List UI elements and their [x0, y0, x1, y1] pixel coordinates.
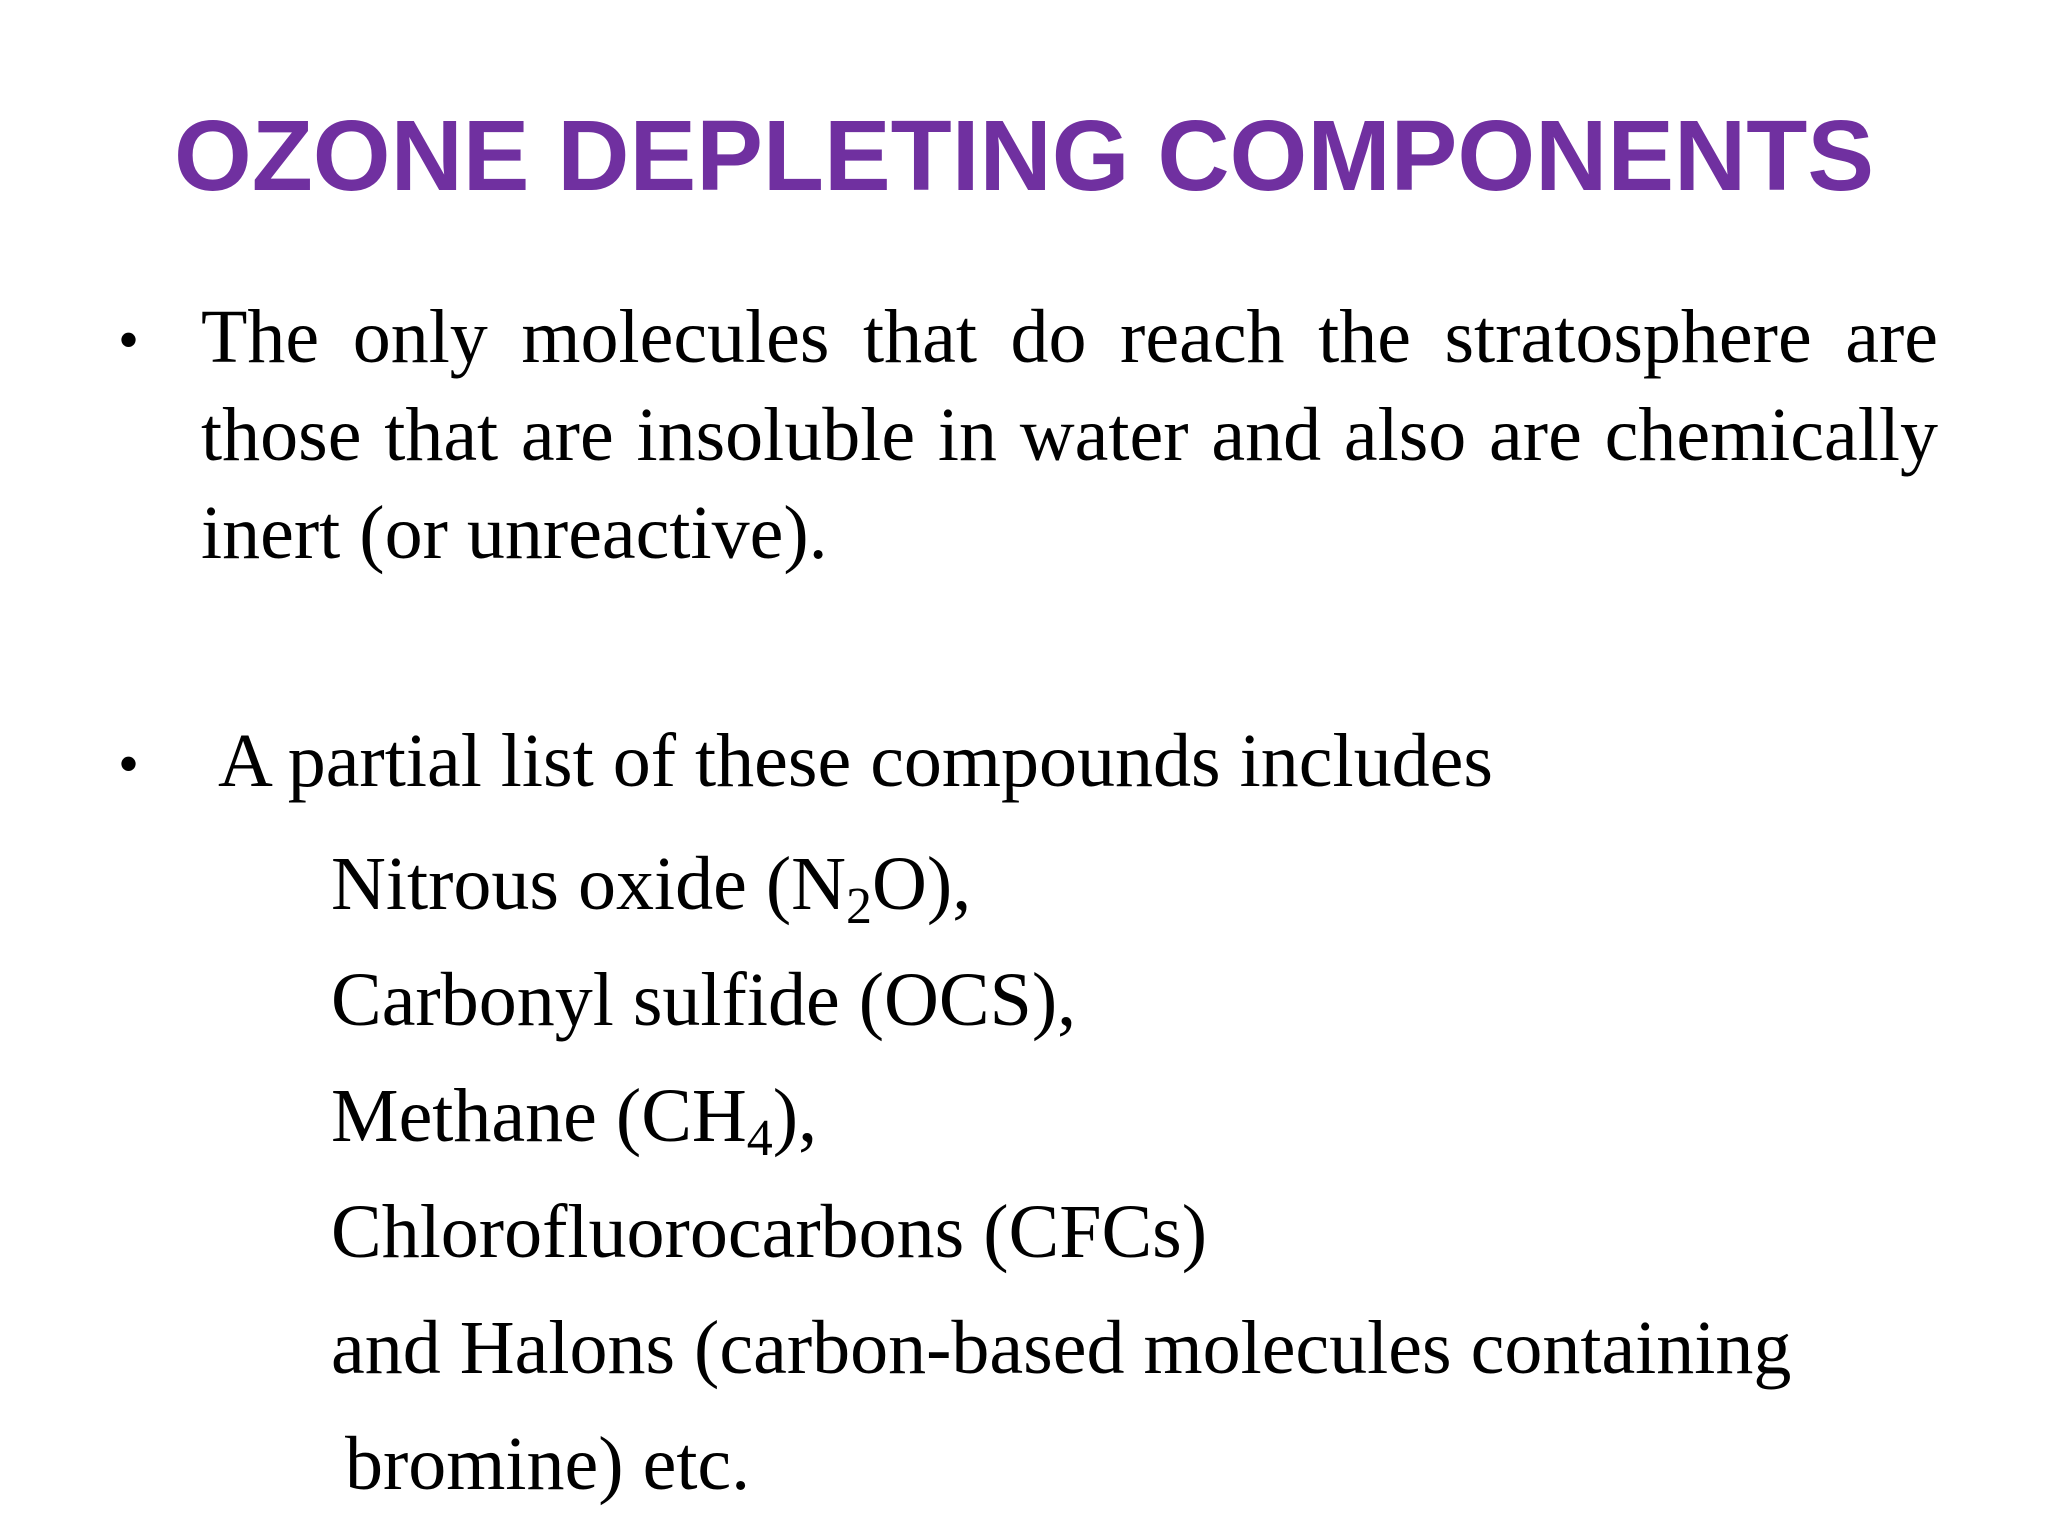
compound-text: O), [872, 842, 972, 926]
compound-text: Methane (CH [331, 1074, 747, 1158]
list-item-nitrous-oxide [331, 826, 2011, 942]
bullet-icon: • [118, 307, 140, 373]
bullet-icon: • [118, 731, 140, 797]
list-item-carbonyl-sulfide: Carbonyl sulfide (OCS), [331, 958, 1077, 1042]
compound-list [331, 826, 2011, 1522]
list-item-cfcs: Chlorofluorocarbons (CFCs) [331, 1190, 1208, 1274]
compound-text: ), [772, 1074, 818, 1158]
list-item-halons: and Halons (carbon-based molecules containing [331, 1306, 1792, 1390]
compound-text: Nitrous oxide (N [331, 842, 847, 926]
bullet-paragraph-1: The only molecules that do reach the stratosphere are those that are insoluble in water and also are chemically inert (or unreactive). [201, 295, 1938, 575]
bullet-paragraph-2: A partial list of these compounds includes [218, 719, 1493, 803]
list-item-halons-continued: bromine) etc. [345, 1422, 751, 1506]
subscript: 2 [846, 878, 873, 935]
subscript: 4 [746, 1110, 773, 1167]
list-item-methane [331, 1058, 2011, 1174]
slide-title: OZONE DEPLETING COMPONENTS [173, 100, 1875, 212]
